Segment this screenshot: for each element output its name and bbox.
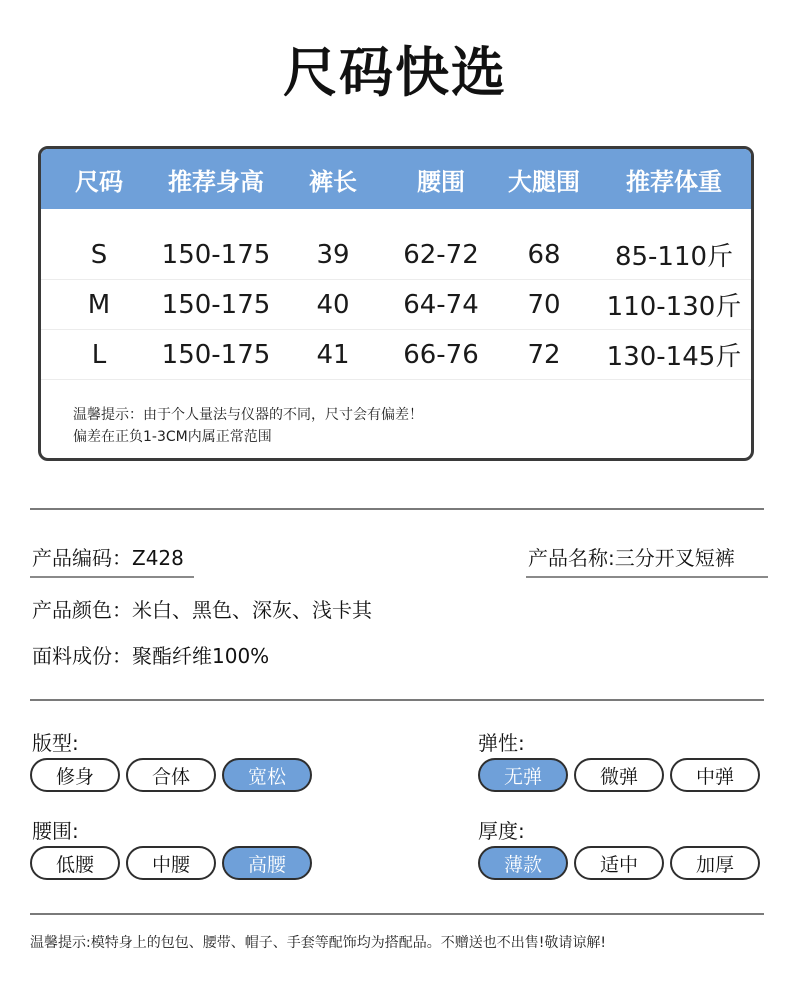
cell-size: M (41, 280, 157, 330)
cell-length: 41 (275, 330, 391, 380)
elasticity-option-slight: 微弹 (574, 758, 664, 792)
fit-label: 版型: (32, 731, 79, 755)
product-code-underline (30, 576, 194, 578)
size-note-line2: 偏差在正负1-3CM内属正常范围 (73, 429, 272, 445)
cell-size: L (41, 330, 157, 380)
elasticity-option-medium: 中弹 (670, 758, 760, 792)
size-note (73, 404, 423, 448)
cell-weight: 110-130斤 (597, 280, 751, 330)
cell-weight: 85-110斤 (597, 230, 751, 280)
divider (30, 699, 764, 701)
cell-size: S (41, 230, 157, 280)
cell-height: 150-175 (157, 330, 275, 380)
divider (30, 508, 764, 510)
header-size: 尺码 (41, 149, 157, 209)
cell-height: 150-175 (157, 280, 275, 330)
elasticity-label: 弹性: (478, 731, 525, 755)
cell-height: 150-175 (157, 230, 275, 280)
product-material: 面料成份：聚酯纤维100% (32, 644, 270, 668)
cell-length: 39 (275, 230, 391, 280)
cell-thigh: 72 (491, 330, 597, 380)
size-table (41, 149, 751, 380)
cell-waist: 66-76 (391, 330, 491, 380)
thickness-option-medium: 适中 (574, 846, 664, 880)
thickness-option-thick: 加厚 (670, 846, 760, 880)
cell-thigh: 68 (491, 230, 597, 280)
product-colors: 产品颜色：米白、黑色、深灰、浅卡其 (32, 598, 372, 622)
header-length: 裤长 (275, 149, 391, 209)
cell-thigh: 70 (491, 280, 597, 330)
footer-note: 温馨提示:模特身上的包包、腰带、帽子、手套等配饰均为搭配品。不赠送也不出售!敬请谅解! (30, 935, 606, 951)
cell-waist: 62-72 (391, 230, 491, 280)
header-thigh: 大腿围 (491, 149, 597, 209)
product-name: 产品名称:三分开叉短裤 (528, 546, 735, 570)
cell-weight: 130-145斤 (597, 330, 751, 380)
elasticity-option-none: 无弹 (478, 758, 568, 792)
size-table-header-row (41, 149, 751, 209)
header-height: 推荐身高 (157, 149, 275, 209)
waist-option-high: 高腰 (222, 846, 312, 880)
thickness-label: 厚度: (478, 819, 525, 843)
table-row (41, 280, 751, 330)
product-code: 产品编码：Z428 (32, 546, 184, 570)
size-chart-card (38, 146, 754, 461)
table-row (41, 330, 751, 380)
fit-option-slim: 修身 (30, 758, 120, 792)
page-title: 尺码快选 (283, 41, 507, 104)
waist-option-mid: 中腰 (126, 846, 216, 880)
size-note-line1: 温馨提示：由于个人量法与仪器的不同，尺寸会有偏差！ (73, 407, 423, 423)
thickness-option-thin: 薄款 (478, 846, 568, 880)
table-spacer (41, 209, 751, 230)
table-row (41, 230, 751, 280)
spacer-cell (41, 209, 751, 230)
divider (30, 913, 764, 915)
cell-length: 40 (275, 280, 391, 330)
cell-waist: 64-74 (391, 280, 491, 330)
header-waist: 腰围 (391, 149, 491, 209)
fit-option-loose: 宽松 (222, 758, 312, 792)
waist-option-low: 低腰 (30, 846, 120, 880)
header-weight: 推荐体重 (597, 149, 751, 209)
fit-option-regular: 合体 (126, 758, 216, 792)
product-name-underline (526, 576, 768, 578)
waist-label: 腰围: (32, 819, 79, 843)
